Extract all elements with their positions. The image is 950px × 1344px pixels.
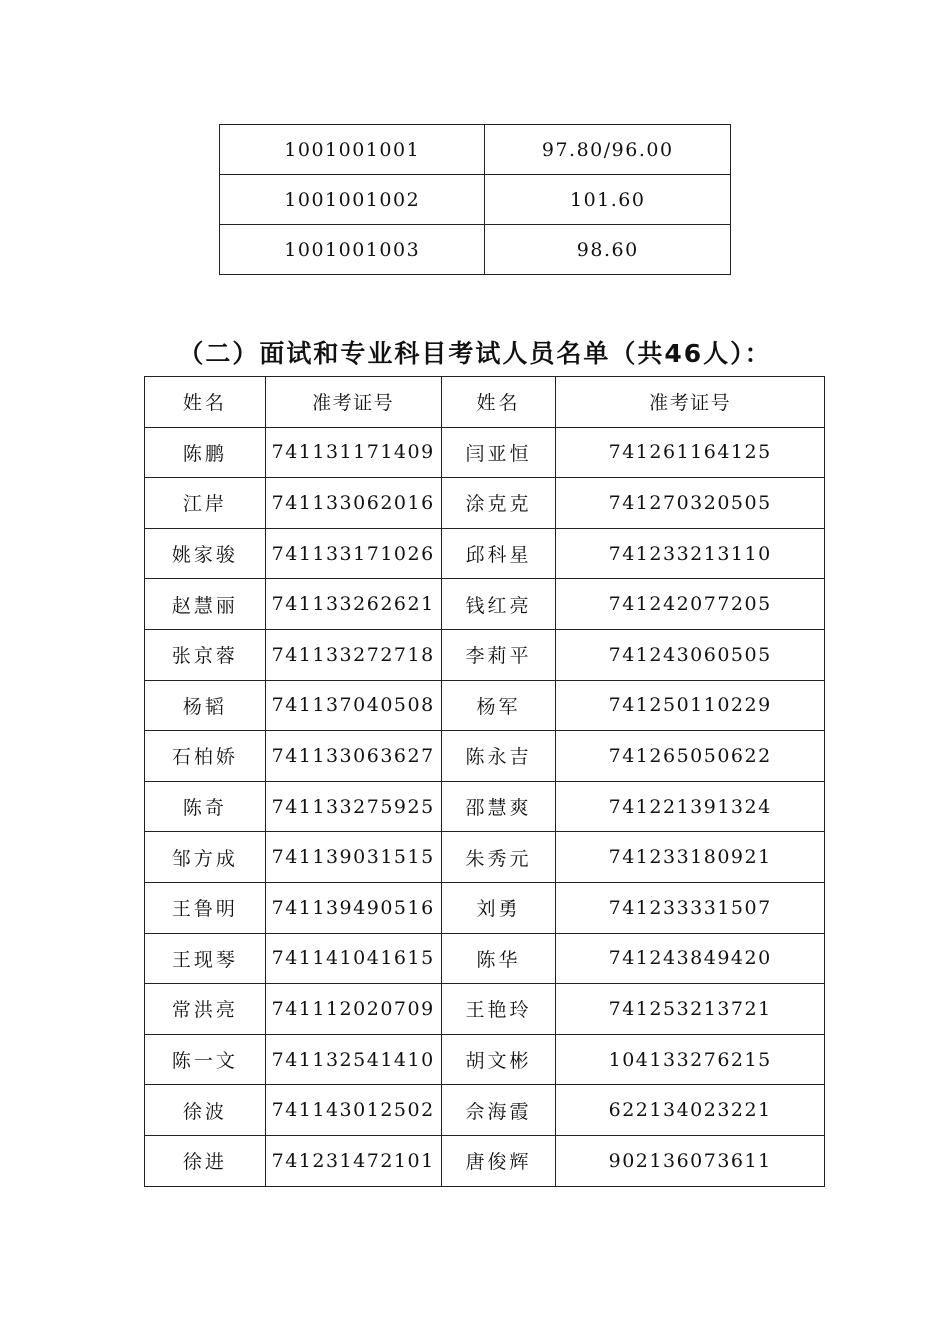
candidate-name-cell: 涂克克 xyxy=(441,478,556,529)
exam-id-cell: 741132541410 xyxy=(265,1034,441,1085)
column-header-exam-id: 准考证号 xyxy=(556,377,825,428)
table-row xyxy=(145,528,825,579)
exam-id-cell: 741133262621 xyxy=(265,579,441,630)
exam-id-cell: 741139490516 xyxy=(265,882,441,933)
score-cell: 97.80/96.00 xyxy=(485,125,731,175)
exam-id-cell: 622134023221 xyxy=(556,1085,825,1136)
candidate-name-cell: 朱秀元 xyxy=(441,832,556,883)
exam-id-cell: 741137040508 xyxy=(265,680,441,731)
candidate-name-cell: 赵慧丽 xyxy=(145,579,266,630)
table-row xyxy=(145,1135,825,1186)
table-row xyxy=(145,680,825,731)
exam-id-cell: 741133171026 xyxy=(265,528,441,579)
score-cell: 98.60 xyxy=(485,225,731,275)
candidate-name-cell: 胡文彬 xyxy=(441,1034,556,1085)
candidate-name-cell: 徐波 xyxy=(145,1085,266,1136)
section-title: （二）面试和专业科目考试人员名单（共46人）： xyxy=(178,339,772,368)
candidate-name-cell: 王现琴 xyxy=(145,933,266,984)
score-cell: 101.60 xyxy=(485,175,731,225)
exam-id-cell: 104133276215 xyxy=(556,1034,825,1085)
score-table xyxy=(219,124,731,275)
exam-id-cell: 741133063627 xyxy=(265,731,441,782)
table-row xyxy=(145,629,825,680)
table-row xyxy=(145,1034,825,1085)
table-row xyxy=(145,984,825,1035)
table-row xyxy=(145,731,825,782)
exam-id-cell: 1001001001 xyxy=(220,125,485,175)
candidate-name-cell: 杨韬 xyxy=(145,680,266,731)
table-header-row xyxy=(145,377,825,428)
exam-id-cell: 741112020709 xyxy=(265,984,441,1035)
candidate-name-cell: 钱红亮 xyxy=(441,579,556,630)
candidate-name-cell: 陈鹏 xyxy=(145,427,266,478)
exam-id-cell: 741221391324 xyxy=(556,781,825,832)
candidate-name-cell: 邵慧爽 xyxy=(441,781,556,832)
candidate-name-cell: 李莉平 xyxy=(441,629,556,680)
candidate-name-cell: 姚家骏 xyxy=(145,528,266,579)
score-table-body xyxy=(220,125,731,275)
candidate-name-cell: 邹方成 xyxy=(145,832,266,883)
candidate-name-cell: 闫亚恒 xyxy=(441,427,556,478)
exam-id-cell: 1001001002 xyxy=(220,175,485,225)
exam-id-cell: 741250110229 xyxy=(556,680,825,731)
candidate-name-cell: 陈永吉 xyxy=(441,731,556,782)
table-row xyxy=(220,175,731,225)
exam-id-cell: 741265050622 xyxy=(556,731,825,782)
exam-id-cell: 741243060505 xyxy=(556,629,825,680)
candidate-name-cell: 王鲁明 xyxy=(145,882,266,933)
candidate-name-cell: 徐进 xyxy=(145,1135,266,1186)
exam-id-cell: 741139031515 xyxy=(265,832,441,883)
exam-id-cell: 1001001003 xyxy=(220,225,485,275)
table-row xyxy=(145,832,825,883)
candidate-name-cell: 陈一文 xyxy=(145,1034,266,1085)
exam-id-cell: 741253213721 xyxy=(556,984,825,1035)
exam-id-cell: 741133062016 xyxy=(265,478,441,529)
candidate-name-cell: 刘勇 xyxy=(441,882,556,933)
candidate-name-cell: 陈华 xyxy=(441,933,556,984)
exam-id-cell: 741243849420 xyxy=(556,933,825,984)
column-header-name: 姓名 xyxy=(441,377,556,428)
exam-id-cell: 741131171409 xyxy=(265,427,441,478)
table-row xyxy=(220,125,731,175)
table-row xyxy=(145,1085,825,1136)
table-row xyxy=(145,882,825,933)
candidate-name-cell: 石柏娇 xyxy=(145,731,266,782)
exam-id-cell: 741231472101 xyxy=(265,1135,441,1186)
exam-id-cell: 741143012502 xyxy=(265,1085,441,1136)
candidate-name-cell: 常洪亮 xyxy=(145,984,266,1035)
exam-id-cell: 741242077205 xyxy=(556,579,825,630)
candidate-name-cell: 佘海霞 xyxy=(441,1085,556,1136)
table-row xyxy=(145,478,825,529)
candidate-name-cell: 王艳玲 xyxy=(441,984,556,1035)
table-row xyxy=(145,579,825,630)
table-row xyxy=(145,933,825,984)
candidate-table-body xyxy=(145,427,825,1186)
column-header-exam-id: 准考证号 xyxy=(265,377,441,428)
exam-id-cell: 741233180921 xyxy=(556,832,825,883)
candidate-name-cell: 张京蓉 xyxy=(145,629,266,680)
exam-id-cell: 741270320505 xyxy=(556,478,825,529)
table-row xyxy=(220,225,731,275)
exam-id-cell: 741133272718 xyxy=(265,629,441,680)
candidate-name-cell: 陈奇 xyxy=(145,781,266,832)
column-header-name: 姓名 xyxy=(145,377,266,428)
candidate-name-cell: 江岸 xyxy=(145,478,266,529)
table-row xyxy=(145,427,825,478)
candidate-name-cell: 杨军 xyxy=(441,680,556,731)
exam-id-cell: 741233213110 xyxy=(556,528,825,579)
candidate-name-cell: 邱科星 xyxy=(441,528,556,579)
table-row xyxy=(145,781,825,832)
candidate-table xyxy=(144,376,825,1187)
exam-id-cell: 741141041615 xyxy=(265,933,441,984)
exam-id-cell: 741261164125 xyxy=(556,427,825,478)
candidate-name-cell: 唐俊辉 xyxy=(441,1135,556,1186)
exam-id-cell: 902136073611 xyxy=(556,1135,825,1186)
exam-id-cell: 741233331507 xyxy=(556,882,825,933)
exam-id-cell: 741133275925 xyxy=(265,781,441,832)
